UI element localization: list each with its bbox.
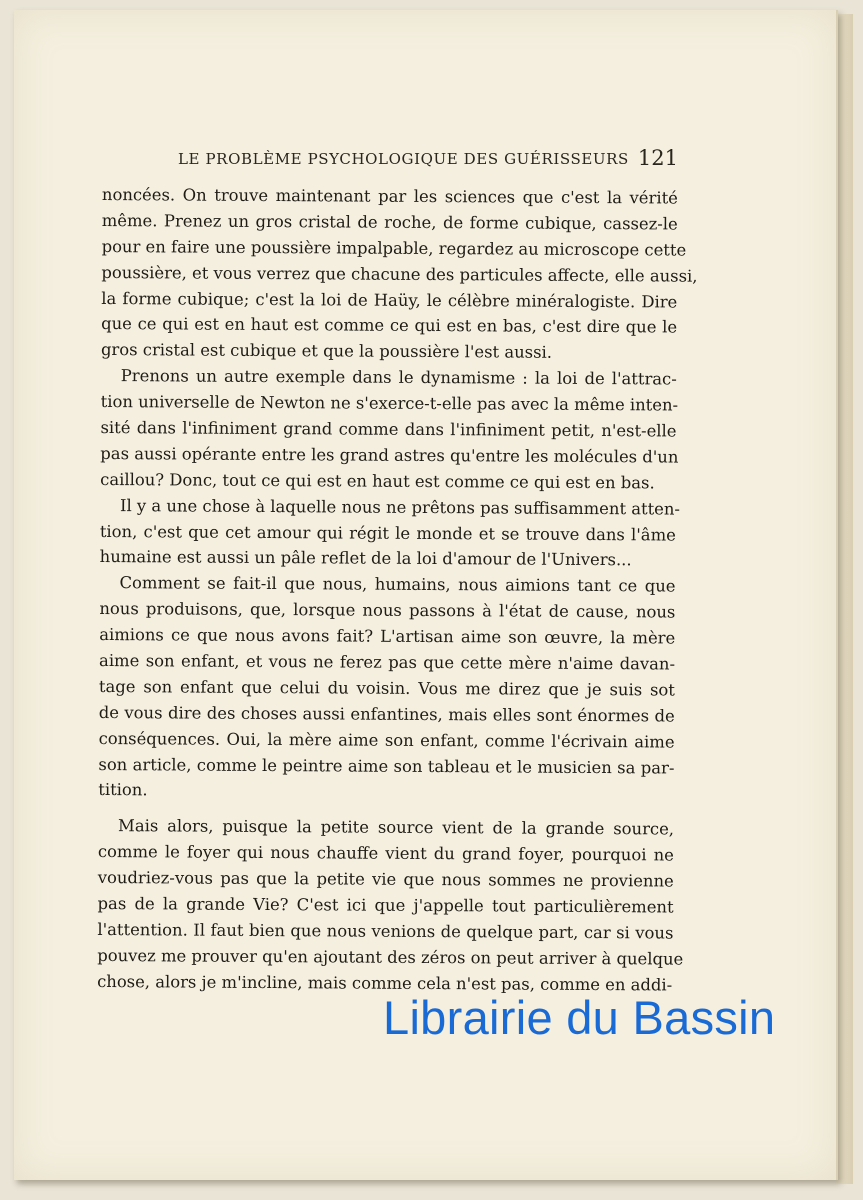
text-line: humaine est aussi un pâle reflet de la loi d'amour de l'Univers... xyxy=(99,547,632,570)
text-line: que ce qui est en haut est comme ce qui est en bas, c'est dire que le xyxy=(101,314,678,337)
text-line: nous produisons, que, lorsque nous passons à l'état de cause, nous xyxy=(99,599,676,622)
text-line: la forme cubique; c'est la loi de Haüy, le célèbre minéralogiste. Dire xyxy=(101,288,678,312)
text-line: chose, alors je m'incline, mais comme cela n'est pas, comme en addi- xyxy=(97,971,673,995)
text-line: sité dans l'infiniment grand comme dans l'infiniment petit, n'est-elle xyxy=(100,418,677,441)
text-line: Il y a une chose à laquelle nous ne prêtons pas suffisamment atten- xyxy=(119,495,681,519)
text-line: pas de la grande Vie? C'est ici que j'appelle tout particulièrement xyxy=(97,894,674,917)
text-line: poussière, et vous verrez que chacune des particules affecte, elle aussi, xyxy=(101,262,698,286)
page-number: 121 xyxy=(637,146,678,170)
text-line: voudriez-vous pas que la petite vie que nous sommes ne provienne xyxy=(97,868,674,891)
text-line: Mais alors, puisque la petite source vient de la grande source, xyxy=(118,816,675,839)
text-line: caillou? Donc, tout ce qui est en haut est comme ce qui est en bas. xyxy=(100,469,655,493)
text-line: de vous dire des choses aussi enfantines, mais elles sont énormes de xyxy=(98,702,675,726)
text-line: pouvez me prouver qu'en ajoutant des zéros on peut arriver à quelque xyxy=(97,945,684,969)
paragraph xyxy=(99,493,681,574)
text-line: pour en faire une poussière impalpable, regardez au microscope cette xyxy=(101,236,687,260)
text-line: tion universelle de Newton ne s'exerce-t-elle pas avec la même inten- xyxy=(100,392,679,415)
running-title: LE PROBLÈME PSYCHOLOGIQUE DES GUÉRISSEURS xyxy=(178,150,629,168)
text-line: comme le foyer qui nous chauffe vient du grand foyer, pourquoi ne xyxy=(97,842,674,865)
text-line: même. Prenez un gros cristal de roche, de forme cubique, cassez-le xyxy=(101,210,678,234)
text-line: aimions ce que nous avons fait? L'artisan aime son œuvre, la mère xyxy=(99,625,676,648)
body-text xyxy=(97,182,698,998)
watermark: Librairie du Bassin xyxy=(383,991,776,1044)
text-line: tition. xyxy=(98,780,148,800)
text-line: pas aussi opérante entre les grand astres qu'entre les molécules d'un xyxy=(100,443,679,467)
text-line: tion, c'est que cet amour qui régit le monde et se trouve dans l'âme xyxy=(99,521,676,545)
page-header xyxy=(178,146,678,176)
text-line: tage son enfant que celui du voisin. Vous me direz que je suis sot xyxy=(98,676,675,700)
text-line: Comment se fait-il que nous, humains, nous aimions tant ce que xyxy=(119,573,676,596)
text-line: son article, comme le peintre aime son tableau et le musicien sa par- xyxy=(98,754,675,778)
text-line: l'attention. Il faut bien que nous venions de quelque part, car si vous xyxy=(97,919,674,943)
text-line: noncées. On trouve maintenant par les sciences que c'est la vérité xyxy=(101,184,678,208)
paragraph xyxy=(100,182,698,367)
paragraph xyxy=(100,363,677,496)
paragraph xyxy=(97,813,684,998)
text-line: Prenons un autre exemple dans le dynamisme : la loi de l'attrac- xyxy=(120,366,677,389)
paragraph xyxy=(98,570,675,807)
text-line: gros cristal est cubique et que la poussière l'est aussi. xyxy=(100,340,553,363)
text-line: aime son enfant, et vous ne ferez pas que cette mère n'aime davan- xyxy=(99,651,676,674)
text-line: conséquences. Oui, la mère aime son enfant, comme l'écrivain aime xyxy=(98,728,675,752)
